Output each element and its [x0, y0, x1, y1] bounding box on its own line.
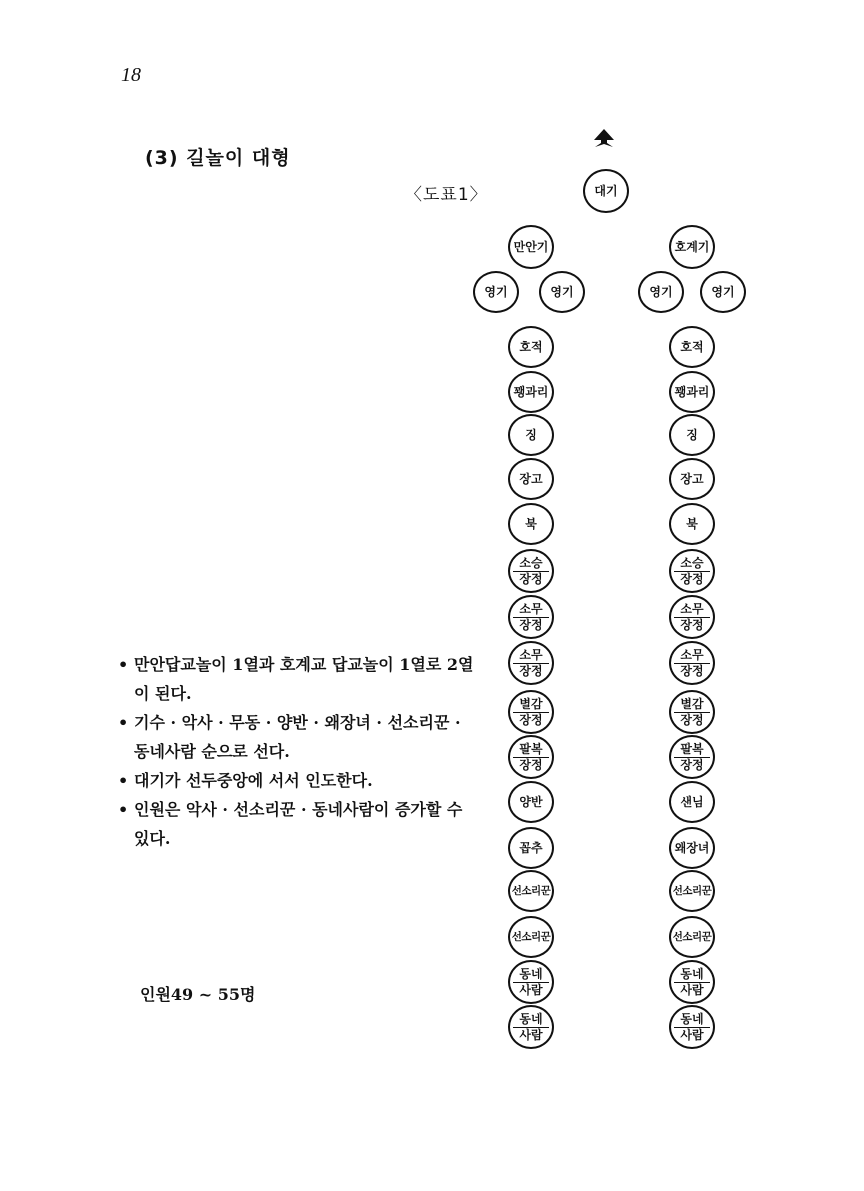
right-member — [669, 781, 715, 823]
right-member — [669, 690, 715, 734]
left-member — [508, 595, 554, 639]
node-label: 소무 — [674, 602, 709, 618]
right-member — [669, 1005, 715, 1049]
node-label: 소승 — [674, 556, 709, 572]
node-label-sub: 사람 — [680, 1027, 704, 1042]
right-member — [669, 960, 715, 1004]
node-label: 장고 — [680, 472, 704, 486]
node-label: 북 — [686, 517, 698, 531]
node-label-sub: 사람 — [519, 1027, 543, 1042]
note-item: • 기수 · 악사 · 무동 · 양반 · 왜장녀 · 선소리꾼 · 동네사람 순으로 선다. — [118, 708, 478, 766]
node-label-sub: 장정 — [680, 712, 704, 727]
node-label-sub: 장정 — [680, 571, 704, 586]
node-label: 왜장녀 — [674, 841, 710, 855]
node-label-sub: 장정 — [680, 617, 704, 632]
left-member — [508, 1005, 554, 1049]
headcount: 인원49 ~ 55명 — [140, 985, 256, 1004]
notes-list — [118, 650, 478, 853]
left-head-flag — [508, 225, 554, 269]
node-label-sub: 장정 — [680, 663, 704, 678]
left-member — [508, 916, 554, 958]
node-label: 징 — [525, 428, 537, 442]
left-member — [508, 735, 554, 779]
node-label: 영기 — [484, 285, 508, 299]
note-item: • 만안답교놀이 1열과 호계교 답교놀이 1열로 2열이 된다. — [118, 650, 478, 708]
right-member — [669, 371, 715, 413]
left-member — [508, 690, 554, 734]
node-label: 소무 — [513, 648, 548, 664]
node-label: 샌님 — [680, 795, 704, 809]
right-side-flag — [638, 271, 684, 313]
node-label: 영기 — [711, 285, 735, 299]
node-label: 소무 — [674, 648, 709, 664]
node-label: 동네 — [674, 1012, 709, 1028]
node-label: 팔복 — [674, 742, 709, 758]
node-label: 동네 — [513, 1012, 548, 1028]
right-member — [669, 735, 715, 779]
node-label: 호적 — [519, 340, 543, 354]
right-member — [669, 458, 715, 500]
figure-label: 〈도표1〉 — [405, 185, 488, 205]
left-member — [508, 549, 554, 593]
left-member — [508, 326, 554, 368]
node-label: 소승 — [513, 556, 548, 572]
node-label: 장고 — [519, 472, 543, 486]
node-label: 양반 — [519, 795, 543, 809]
page-number: 18 — [121, 64, 141, 86]
node-label: 꽹과리 — [513, 385, 549, 399]
left-member — [508, 827, 554, 869]
node-label: 꽹과리 — [674, 385, 710, 399]
right-member — [669, 503, 715, 545]
node-label: 팔복 — [513, 742, 548, 758]
node-label: 호계기 — [674, 240, 710, 254]
node-label-sub: 장정 — [519, 617, 543, 632]
right-member — [669, 326, 715, 368]
right-member — [669, 595, 715, 639]
left-side-flag — [539, 271, 585, 313]
node-label: 소무 — [513, 602, 548, 618]
node-label-sub: 장정 — [519, 712, 543, 727]
right-side-flag — [700, 271, 746, 313]
left-member — [508, 960, 554, 1004]
node-label: 영기 — [550, 285, 574, 299]
right-member — [669, 414, 715, 456]
lead-flag — [583, 169, 629, 213]
node-label: 영기 — [649, 285, 673, 299]
node-label-sub: 장정 — [680, 757, 704, 772]
up-arrow-icon — [593, 128, 615, 152]
node-label: 북 — [525, 517, 537, 531]
note-item: • 대기가 선두중앙에 서서 인도한다. — [118, 766, 478, 795]
left-member — [508, 458, 554, 500]
node-label-sub: 사람 — [519, 982, 543, 997]
node-label: 만안기 — [513, 240, 549, 254]
left-member — [508, 371, 554, 413]
node-label: 꼽추 — [519, 841, 543, 855]
node-label-sub: 장정 — [519, 571, 543, 586]
node-label: 동네 — [674, 967, 709, 983]
right-member — [669, 916, 715, 958]
section-title: (3) 길놀이 대형 — [145, 147, 291, 169]
node-label: 선소리꾼 — [511, 885, 551, 897]
node-label: 선소리꾼 — [672, 931, 712, 943]
left-member — [508, 503, 554, 545]
right-member — [669, 549, 715, 593]
right-member — [669, 827, 715, 869]
node-label: 징 — [686, 428, 698, 442]
node-label: 동네 — [513, 967, 548, 983]
left-member — [508, 870, 554, 912]
left-member — [508, 414, 554, 456]
node-label: 별감 — [513, 697, 548, 713]
right-head-flag — [669, 225, 715, 269]
node-label-sub: 사람 — [680, 982, 704, 997]
left-member — [508, 641, 554, 685]
node-label-sub: 장정 — [519, 757, 543, 772]
right-member — [669, 641, 715, 685]
node-label: 선소리꾼 — [511, 931, 551, 943]
node-label: 호적 — [680, 340, 704, 354]
note-item: • 인원은 악사 · 선소리꾼 · 동네사람이 증가할 수 있다. — [118, 795, 478, 853]
left-member — [508, 781, 554, 823]
left-side-flag — [473, 271, 519, 313]
node-label-sub: 장정 — [519, 663, 543, 678]
node-label: 대기 — [594, 184, 618, 198]
node-label: 별감 — [674, 697, 709, 713]
node-label: 선소리꾼 — [672, 885, 712, 897]
right-member — [669, 870, 715, 912]
